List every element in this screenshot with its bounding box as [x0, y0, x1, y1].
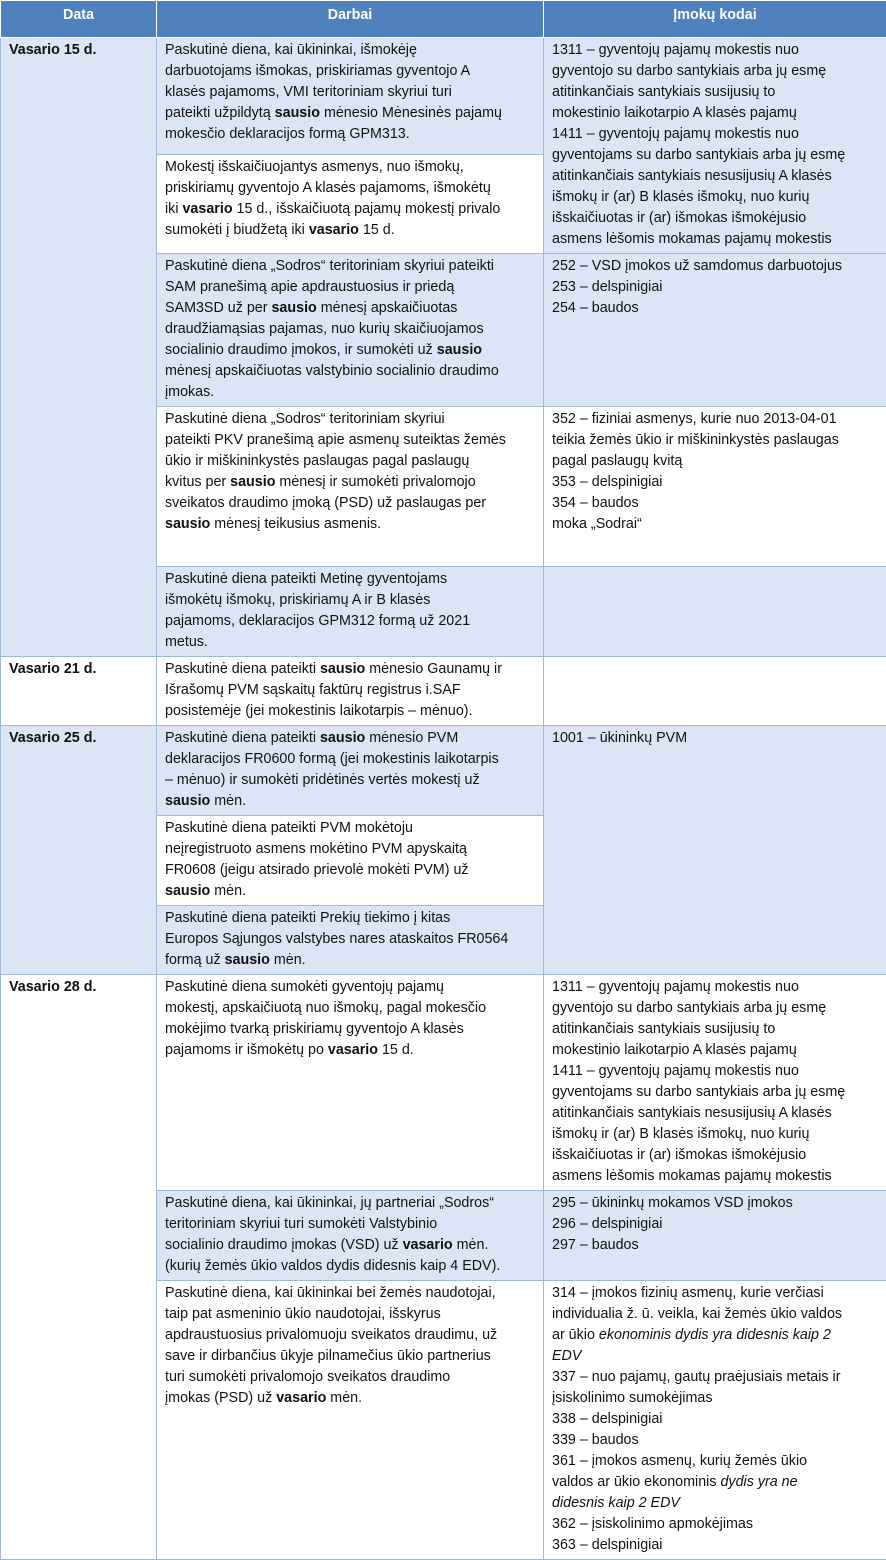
cell-text-line: priskiriamų gyventojo A klasės pajamoms, išmokėtų [165, 178, 535, 199]
cell-text-line: 1001 – ūkininkų PVM [552, 728, 878, 749]
date-cell: Vasario 25 d. [1, 726, 157, 975]
cell-text-line: atitinkančiais santykiais nesusijusių A klasės [552, 1103, 878, 1124]
cell-text-line: 362 – įsiskolinimo apmokėjimas [552, 1514, 878, 1535]
cell-text-line: 352 – fiziniai asmenys, kurie nuo 2013-04-01 [552, 409, 878, 430]
cell-text-line: teritoriniam skyriui turi sumokėti Valstybinio [165, 1214, 535, 1235]
cell-text-line: deklaracijos FR0600 formą (jei mokestinis laikotarpis [165, 749, 535, 770]
cell-text-line: išskaičiuotas ir (ar) išmokas išmokėjusio [552, 1145, 878, 1166]
kodai-cell [544, 657, 886, 726]
darbai-cell [157, 1281, 544, 1560]
date-cell: Vasario 28 d. [1, 975, 157, 1560]
cell-text-line: neįregistruoto asmens mokėtino PVM apyskaitą [165, 839, 535, 860]
cell-text-line: (kurių žemės ūkio valdos dydis didesnis kaip 4 EDV). [165, 1256, 535, 1277]
cell-text-line: posistemėje (jei mokestinis laikotarpis – mėnuo). [165, 701, 535, 722]
cell-text-line: 353 – delspinigiai [552, 472, 878, 493]
kodai-cell [544, 1191, 886, 1281]
cell-text-line: atitinkančiais santykiais susijusių to [552, 1019, 878, 1040]
cell-text-line: moka „Sodrai“ [552, 514, 878, 535]
cell-text-line: mokestinio laikotarpio A klasės pajamų [552, 103, 878, 124]
cell-text-line: SAM pranešimą apie apdraustuosius ir priedą [165, 277, 535, 298]
cell-text-line: įmokas (PSD) už vasario mėn. [165, 1388, 535, 1409]
darbai-cell [157, 407, 544, 567]
cell-text-line: asmens lėšomis mokamas pajamų mokestis [552, 1166, 878, 1187]
cell-text-line: Paskutinė diena „Sodros“ teritoriniam skyriui [165, 409, 535, 430]
cell-text-line: 337 – nuo pajamų, gautų praėjusiais metais ir [552, 1367, 878, 1388]
cell-text-line: asmens lėšomis mokamas pajamų mokestis [552, 229, 878, 250]
cell-text-line: turi sumokėti privalomojo sveikatos draudimo [165, 1367, 535, 1388]
cell-text-line: Paskutinė diena pateikti Prekių tiekimo į kitas [165, 908, 535, 929]
cell-text-line: 339 – baudos [552, 1430, 878, 1451]
cell-text-line: 253 – delspinigiai [552, 277, 878, 298]
darbai-cell [157, 567, 544, 657]
darbai-cell [157, 657, 544, 726]
kodai-cell [544, 726, 886, 975]
cell-text-line: Paskutinė diena sumokėti gyventojų pajamų [165, 977, 535, 998]
darbai-cell [157, 906, 544, 975]
cell-text-line: išmokų ir (ar) B klasės išmokų, nuo kurių [552, 187, 878, 208]
cell-text-line: pateikti užpildytą sausio mėnesio Mėnesinės pajamų [165, 103, 535, 124]
cell-text-line: gyventojams su darbo santykiais arba jų esmę [552, 145, 878, 166]
cell-text-line: išskaičiuotas ir (ar) išmokas išmokėjusio [552, 208, 878, 229]
header-imoku-kodai: Įmokų kodai [544, 1, 886, 38]
cell-text-line: mokestinio laikotarpio A klasės pajamų [552, 1040, 878, 1061]
kodai-cell [544, 567, 886, 657]
cell-text-line: metus. [165, 632, 535, 653]
cell-text-line: klasės pajamoms, VMI teritoriniam skyriui turi [165, 82, 535, 103]
cell-text-line: Paskutinė diena, kai ūkininkai, jų partneriai „Sodros“ [165, 1193, 535, 1214]
cell-text-line: 354 – baudos [552, 493, 878, 514]
kodai-cell [544, 254, 886, 407]
table-row [1, 726, 886, 816]
cell-text-line: pateikti PKV pranešimą apie asmenų suteiktas žemės [165, 430, 535, 451]
cell-text-line: pajamoms ir išmokėtų po vasario 15 d. [165, 1040, 535, 1061]
cell-text-line: 295 – ūkininkų mokamos VSD įmokos [552, 1193, 878, 1214]
cell-text-line: teikia žemės ūkio ir miškininkystės paslaugas [552, 430, 878, 451]
kodai-cell [544, 1281, 886, 1560]
cell-text-line: ar ūkio ekonominis dydis yra didesnis kaip 2 [552, 1325, 878, 1346]
cell-text-line: save ir dirbančius ūkyje pilnamečius ūkio partnerius [165, 1346, 535, 1367]
cell-text-line: įsiskolinimo sumokėjimas [552, 1388, 878, 1409]
cell-text-line: 1311 – gyventojų pajamų mokestis nuo [552, 40, 878, 61]
cell-text-line: Mokestį išskaičiuojantys asmenys, nuo išmokų, [165, 157, 535, 178]
cell-text-line: 361 – įmokos asmenų, kurių žemės ūkio [552, 1451, 878, 1472]
cell-text-line: gyventojams su darbo santykiais arba jų esmę [552, 1082, 878, 1103]
cell-text-line: valdos ar ūkio ekonominis dydis yra ne [552, 1472, 878, 1493]
cell-text-line: 254 – baudos [552, 298, 878, 319]
cell-text-line: individualia ž. ū. veikla, kai žemės ūkio valdos [552, 1304, 878, 1325]
cell-text-line: mėnesį apskaičiuotas valstybinio socialinio draudimo [165, 361, 535, 382]
cell-text-line: atitinkančiais santykiais susijusių to [552, 82, 878, 103]
cell-text-line: įmokas. [165, 382, 535, 403]
cell-text-line: sveikatos draudimo įmoką (PSD) už paslaugas per [165, 493, 535, 514]
cell-text-line: atitinkančiais santykiais nesusijusių A klasės [552, 166, 878, 187]
table-row [1, 657, 886, 726]
table-row [1, 975, 886, 1191]
date-cell: Vasario 15 d. [1, 38, 157, 657]
cell-text-line: formą už sausio mėn. [165, 950, 535, 971]
cell-text-line: pajamoms, deklaracijos GPM312 formą už 2021 [165, 611, 535, 632]
header-row [1, 1, 886, 38]
cell-text-line: 252 – VSD įmokos už samdomus darbuotojus [552, 256, 878, 277]
cell-text-line: Paskutinė diena, kai ūkininkai, išmokėję [165, 40, 535, 61]
table-row [1, 38, 886, 155]
header-data: Data [1, 1, 157, 38]
cell-text-line: ūkio ir miškininkystės paslaugas pagal paslaugų [165, 451, 535, 472]
kodai-cell [544, 975, 886, 1191]
cell-text-line: 363 – delspinigiai [552, 1535, 878, 1556]
cell-text-line: 1411 – gyventojų pajamų mokestis nuo [552, 124, 878, 145]
cell-text-line: Paskutinė diena „Sodros“ teritoriniam skyriui pateikti [165, 256, 535, 277]
cell-text-line: draudžiamąsias pajamas, nuo kurių skaičiuojamos [165, 319, 535, 340]
cell-text-line: pagal paslaugų kvitą [552, 451, 878, 472]
cell-text-line: apdraustuosius privalomuoju sveikatos draudimu, už [165, 1325, 535, 1346]
cell-text-line: išmokėtų išmokų, priskiriamų A ir B klasės [165, 590, 535, 611]
darbai-cell [157, 1191, 544, 1281]
cell-text-line: EDV [552, 1346, 878, 1367]
darbai-cell [157, 154, 544, 253]
cell-text-line: 338 – delspinigiai [552, 1409, 878, 1430]
cell-text-line: mokesčio deklaracijos formą GPM313. [165, 124, 535, 145]
cell-text-line: 1311 – gyventojų pajamų mokestis nuo [552, 977, 878, 998]
cell-text-line: Paskutinė diena pateikti Metinę gyventojams [165, 569, 535, 590]
cell-text-line: Europos Sąjungos valstybes nares ataskaitos FR0564 [165, 929, 535, 950]
cell-text-line: Paskutinė diena, kai ūkininkai bei žemės naudotojai, [165, 1283, 535, 1304]
darbai-cell [157, 254, 544, 407]
darbai-cell [157, 816, 544, 906]
cell-text-line: Išrašomų PVM sąskaitų faktūrų registrus i.SAF [165, 680, 535, 701]
darbai-cell [157, 726, 544, 816]
darbai-cell [157, 975, 544, 1191]
cell-text-line: gyventojo su darbo santykiais arba jų esmę [552, 998, 878, 1019]
cell-text-line: darbuotojams išmokas, priskiriamas gyventojo A [165, 61, 535, 82]
darbai-cell [157, 38, 544, 155]
cell-text-line: 1411 – gyventojų pajamų mokestis nuo [552, 1061, 878, 1082]
cell-text-line: Paskutinė diena pateikti PVM mokėtoju [165, 818, 535, 839]
cell-text-line: socialinio draudimo įmokos, ir sumokėti už sausio [165, 340, 535, 361]
cell-text-line: 297 – baudos [552, 1235, 878, 1256]
cell-text-line: mokėjimo tvarką priskiriamų gyventojo A klasės [165, 1019, 535, 1040]
cell-text-line: sausio mėnesį teikusius asmenis. [165, 514, 535, 535]
cell-text-line: išmokų ir (ar) B klasės išmokų, nuo kurių [552, 1124, 878, 1145]
cell-text-line: 314 – įmokos fizinių asmenų, kurie verčiasi [552, 1283, 878, 1304]
cell-text-line: SAM3SD už per sausio mėnesį apskaičiuotas [165, 298, 535, 319]
cell-text-line: sumokėti į biudžetą iki vasario 15 d. [165, 220, 535, 241]
date-cell: Vasario 21 d. [1, 657, 157, 726]
cell-text-line: Paskutinė diena pateikti sausio mėnesio Gaunamų ir [165, 659, 535, 680]
cell-text-line: sausio mėn. [165, 791, 535, 812]
cell-text-line: FR0608 (jeigu atsirado prievolė mokėti PVM) už [165, 860, 535, 881]
cell-text-line: Paskutinė diena pateikti sausio mėnesio PVM [165, 728, 535, 749]
kodai-cell [544, 38, 886, 254]
cell-text-line: gyventojo su darbo santykiais arba jų esmę [552, 61, 878, 82]
cell-text-line: kvitus per sausio mėnesį ir sumokėti privalomojo [165, 472, 535, 493]
cell-text-line: taip pat asmeninio ūkio naudotojai, išskyrus [165, 1304, 535, 1325]
header-darbai: Darbai [157, 1, 544, 38]
cell-text-line: 296 – delspinigiai [552, 1214, 878, 1235]
cell-text-line: sausio mėn. [165, 881, 535, 902]
cell-text-line: didesnis kaip 2 EDV [552, 1493, 878, 1514]
cell-text-line: iki vasario 15 d., išskaičiuotą pajamų mokestį privalo [165, 199, 535, 220]
cell-text-line: socialinio draudimo įmokas (VSD) už vasario mėn. [165, 1235, 535, 1256]
cell-text-line: – mėnuo) ir sumokėti pridėtinės vertės mokestį už [165, 770, 535, 791]
kodai-cell [544, 407, 886, 567]
cell-text-line: mokestį, apskaičiuotą nuo išmokų, pagal mokesčio [165, 998, 535, 1019]
